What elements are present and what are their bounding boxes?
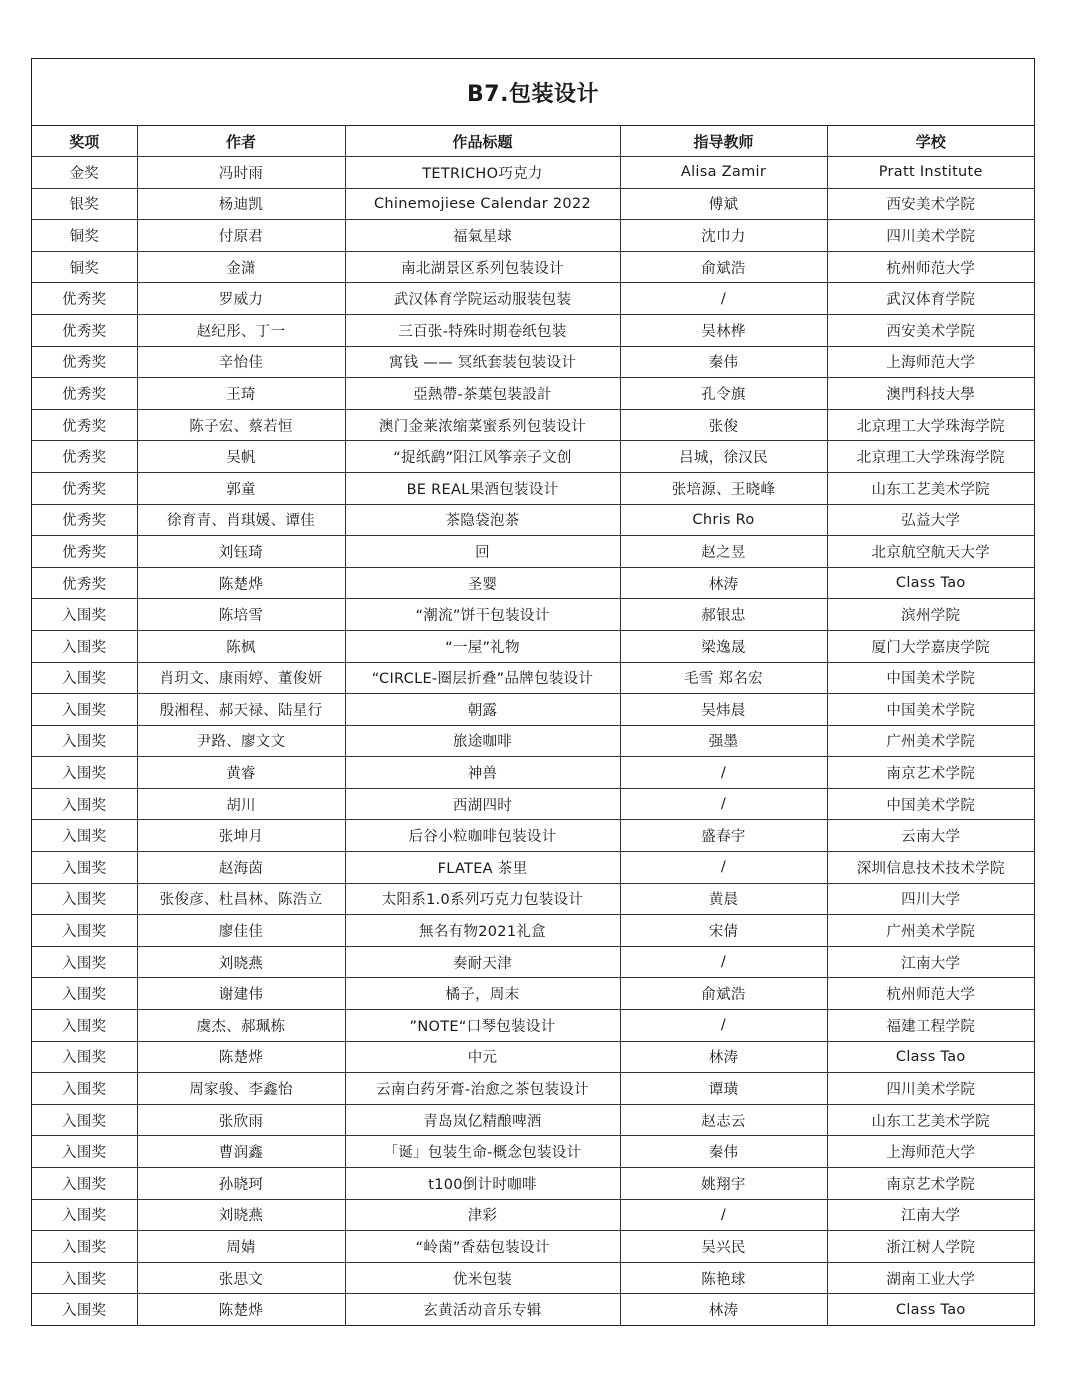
author-cell: 罗威力 [137,283,345,315]
school-cell: 杭州师范大学 [827,978,1034,1010]
work-title-cell: 西湖四时 [345,788,620,820]
table-row [32,220,1034,252]
table-row [32,1136,1034,1168]
award-cell: 入围奖 [32,630,137,662]
work-title-cell: t100倒计时咖啡 [345,1168,620,1200]
work-title-cell: 云南白药牙膏-治愈之茶包装设计 [345,1073,620,1105]
work-title-cell: 奏耐天津 [345,946,620,978]
school-cell: 山东工艺美术学院 [827,472,1034,504]
table-row [32,946,1034,978]
advisor-cell: 张培源、王晓峰 [620,472,827,504]
award-cell: 入围奖 [32,1262,137,1294]
school-cell: 弘益大学 [827,504,1034,536]
award-cell: 优秀奖 [32,378,137,410]
author-cell: 郭童 [137,472,345,504]
advisor-cell: 陈艳球 [620,1262,827,1294]
work-title-cell: 中元 [345,1041,620,1073]
award-cell: 优秀奖 [32,283,137,315]
author-cell: 徐育青、肖琪媛、谭佳 [137,504,345,536]
advisor-cell: 赵之昱 [620,536,827,568]
school-cell: 山东工艺美术学院 [827,1104,1034,1136]
results-table [32,126,1034,1325]
advisor-cell: 吴炜晨 [620,694,827,726]
column-header-work-title: 作品标题 [345,126,620,157]
award-cell: 入围奖 [32,1231,137,1263]
award-cell: 入围奖 [32,820,137,852]
table-row [32,883,1034,915]
work-title-cell: 「诞」包装生命-概念包装设计 [345,1136,620,1168]
award-cell: 入围奖 [32,883,137,915]
work-title-cell: 無名有物2021礼盒 [345,915,620,947]
school-cell: 四川大学 [827,883,1034,915]
work-title-cell: “一屋”礼物 [345,630,620,662]
school-cell: 武汉体育学院 [827,283,1034,315]
advisor-cell: 强墨 [620,725,827,757]
award-cell: 入围奖 [32,915,137,947]
author-cell: 胡川 [137,788,345,820]
school-cell: 福建工程学院 [827,1010,1034,1042]
table-row [32,915,1034,947]
school-cell: 西安美术学院 [827,314,1034,346]
table-row [32,725,1034,757]
page-title: B7.包装设计 [32,59,1034,126]
advisor-cell: 俞斌浩 [620,251,827,283]
table-row [32,599,1034,631]
table-row [32,472,1034,504]
school-cell: 中国美术学院 [827,694,1034,726]
school-cell: 北京理工大学珠海学院 [827,441,1034,473]
work-title-cell: BE REAL果酒包装设计 [345,472,620,504]
work-title-cell: 朝露 [345,694,620,726]
author-cell: 廖佳佳 [137,915,345,947]
work-title-cell: 旅途咖啡 [345,725,620,757]
author-cell: 曹润鑫 [137,1136,345,1168]
award-cell: 优秀奖 [32,504,137,536]
school-cell: 广州美术学院 [827,725,1034,757]
author-cell: 张俊彦、杜昌林、陈浩立 [137,883,345,915]
author-cell: 吴帆 [137,441,345,473]
award-cell: 入围奖 [32,1136,137,1168]
author-cell: 周婧 [137,1231,345,1263]
school-cell: 上海师范大学 [827,346,1034,378]
award-cell: 入围奖 [32,946,137,978]
author-cell: 刘晓燕 [137,946,345,978]
award-cell: 银奖 [32,188,137,220]
school-cell: 中国美术学院 [827,788,1034,820]
header-row [32,126,1034,157]
award-cell: 优秀奖 [32,567,137,599]
award-cell: 入围奖 [32,725,137,757]
advisor-cell: 孔令旗 [620,378,827,410]
award-cell: 入围奖 [32,1199,137,1231]
work-title-cell: 圣婴 [345,567,620,599]
author-cell: 谢建伟 [137,978,345,1010]
work-title-cell: 青岛岚亿精酿啤酒 [345,1104,620,1136]
table-row [32,1168,1034,1200]
table-row [32,788,1034,820]
advisor-cell: 林涛 [620,1294,827,1325]
author-cell: 殷湘程、郝天禄、陆星行 [137,694,345,726]
award-cell: 优秀奖 [32,314,137,346]
table-row [32,662,1034,694]
advisor-cell: 梁逸晟 [620,630,827,662]
school-cell: 浙江树人学院 [827,1231,1034,1263]
award-cell: 优秀奖 [32,346,137,378]
award-cell: 入围奖 [32,1294,137,1325]
advisor-cell: / [620,946,827,978]
author-cell: 付原君 [137,220,345,252]
award-cell: 入围奖 [32,788,137,820]
award-cell: 入围奖 [32,662,137,694]
author-cell: 陈楚烨 [137,1041,345,1073]
author-cell: 陈楚烨 [137,1294,345,1325]
award-cell: 优秀奖 [32,409,137,441]
advisor-cell: 吴兴民 [620,1231,827,1263]
school-cell: 南京艺术学院 [827,757,1034,789]
school-cell: 滨州学院 [827,599,1034,631]
award-cell: 入围奖 [32,694,137,726]
award-cell: 入围奖 [32,1041,137,1073]
work-title-cell: 三百张-特殊时期卷纸包装 [345,314,620,346]
work-title-cell: “岭菌”香菇包装设计 [345,1231,620,1263]
table-row [32,1010,1034,1042]
school-cell: 南京艺术学院 [827,1168,1034,1200]
award-cell: 金奖 [32,157,137,189]
school-cell: Class Tao [827,1041,1034,1073]
table-row [32,504,1034,536]
school-cell: Pratt Institute [827,157,1034,189]
school-cell: 江南大学 [827,946,1034,978]
table-row [32,1199,1034,1231]
award-cell: 入围奖 [32,757,137,789]
author-cell: 刘晓燕 [137,1199,345,1231]
school-cell: 广州美术学院 [827,915,1034,947]
work-title-cell: ”NOTE“口琴包装设计 [345,1010,620,1042]
table-row [32,852,1034,884]
table-row [32,820,1034,852]
work-title-cell: FLATEA 茶里 [345,852,620,884]
author-cell: 尹路、廖文文 [137,725,345,757]
table-row [32,409,1034,441]
advisor-cell: 林涛 [620,567,827,599]
advisor-cell: 谭璜 [620,1073,827,1105]
author-cell: 赵纪彤、丁一 [137,314,345,346]
table-body [32,157,1034,1325]
table-row [32,157,1034,189]
award-cell: 入围奖 [32,1073,137,1105]
work-title-cell: 优米包装 [345,1262,620,1294]
advisor-cell: 吕城，徐汉民 [620,441,827,473]
advisor-cell: 张俊 [620,409,827,441]
school-cell: 江南大学 [827,1199,1034,1231]
column-header-school: 学校 [827,126,1034,157]
table-row [32,1294,1034,1325]
advisor-cell: 沈巾力 [620,220,827,252]
advisor-cell: 俞斌浩 [620,978,827,1010]
award-cell: 铜奖 [32,220,137,252]
school-cell: 上海师范大学 [827,1136,1034,1168]
advisor-cell: / [620,852,827,884]
work-title-cell: “捉纸鹞”阳江风筝亲子文创 [345,441,620,473]
author-cell: 陈子宏、蔡若恒 [137,409,345,441]
table-row [32,1104,1034,1136]
table-row [32,1262,1034,1294]
table-row [32,188,1034,220]
award-cell: 入围奖 [32,1010,137,1042]
author-cell: 陈枫 [137,630,345,662]
author-cell: 刘钰琦 [137,536,345,568]
award-cell: 优秀奖 [32,441,137,473]
advisor-cell: 秦伟 [620,1136,827,1168]
advisor-cell: 盛春宇 [620,820,827,852]
author-cell: 张欣雨 [137,1104,345,1136]
table-row [32,251,1034,283]
table-row [32,978,1034,1010]
author-cell: 陈培雪 [137,599,345,631]
author-cell: 冯时雨 [137,157,345,189]
advisor-cell: 姚翔宇 [620,1168,827,1200]
advisor-cell: Alisa Zamir [620,157,827,189]
school-cell: 深圳信息技术技术学院 [827,852,1034,884]
advisor-cell: 吴林桦 [620,314,827,346]
author-cell: 周家骏、李鑫怡 [137,1073,345,1105]
advisor-cell: 赵志云 [620,1104,827,1136]
work-title-cell: 玄黄活动音乐专辑 [345,1294,620,1325]
table-row [32,1073,1034,1105]
column-header-advisor: 指导教师 [620,126,827,157]
work-title-cell: 后谷小粒咖啡包装设计 [345,820,620,852]
advisor-cell: / [620,1010,827,1042]
award-cell: 入围奖 [32,852,137,884]
advisor-cell: / [620,1199,827,1231]
advisor-cell: 郝银忠 [620,599,827,631]
advisor-cell: 秦伟 [620,346,827,378]
author-cell: 虞杰、郝珮栋 [137,1010,345,1042]
work-title-cell: “潮流”饼干包装设计 [345,599,620,631]
advisor-cell: 宋倩 [620,915,827,947]
work-title-cell: 橘子，周末 [345,978,620,1010]
award-cell: 优秀奖 [32,536,137,568]
advisor-cell: 傅斌 [620,188,827,220]
school-cell: 四川美术学院 [827,1073,1034,1105]
award-cell: 入围奖 [32,978,137,1010]
author-cell: 张思文 [137,1262,345,1294]
table-row [32,536,1034,568]
advisor-cell: 黄晨 [620,883,827,915]
school-cell: Class Tao [827,567,1034,599]
school-cell: 湖南工业大学 [827,1262,1034,1294]
author-cell: 辛怡佳 [137,346,345,378]
table-row [32,378,1034,410]
work-title-cell: 神兽 [345,757,620,789]
school-cell: 厦门大学嘉庚学院 [827,630,1034,662]
school-cell: 云南大学 [827,820,1034,852]
school-cell: 西安美术学院 [827,188,1034,220]
award-cell: 铜奖 [32,251,137,283]
school-cell: 澳門科技大學 [827,378,1034,410]
results-sheet [31,58,1035,1326]
work-title-cell: 南北湖景区系列包装设计 [345,251,620,283]
table-row [32,567,1034,599]
award-cell: 优秀奖 [32,472,137,504]
author-cell: 金潇 [137,251,345,283]
author-cell: 杨迪凯 [137,188,345,220]
work-title-cell: “CIRCLE-圈层折叠”品牌包装设计 [345,662,620,694]
advisor-cell: / [620,757,827,789]
school-cell: 北京理工大学珠海学院 [827,409,1034,441]
author-cell: 赵海茵 [137,852,345,884]
work-title-cell: 亞熱帶-茶葉包裝設計 [345,378,620,410]
work-title-cell: 武汉体育学院运动服装包装 [345,283,620,315]
author-cell: 孙晓珂 [137,1168,345,1200]
school-cell: 北京航空航天大学 [827,536,1034,568]
column-header-author: 作者 [137,126,345,157]
table-row [32,1231,1034,1263]
work-title-cell: 福氣星球 [345,220,620,252]
school-cell: 中国美术学院 [827,662,1034,694]
advisor-cell: / [620,283,827,315]
work-title-cell: TETRICHO巧克力 [345,157,620,189]
table-row [32,314,1034,346]
table-row [32,441,1034,473]
advisor-cell: / [620,788,827,820]
table-row [32,694,1034,726]
author-cell: 黄睿 [137,757,345,789]
author-cell: 王琦 [137,378,345,410]
award-cell: 入围奖 [32,599,137,631]
award-cell: 入围奖 [32,1168,137,1200]
work-title-cell: 津彩 [345,1199,620,1231]
school-cell: Class Tao [895,1301,966,1318]
work-title-cell: 太阳系1.0系列巧克力包装设计 [345,883,620,915]
work-title-cell: 回 [345,536,620,568]
column-header-award: 奖项 [32,126,137,157]
table-row [32,346,1034,378]
advisor-cell: 毛雪 郑名宏 [620,662,827,694]
advisor-cell: 林涛 [620,1041,827,1073]
author-cell: 张坤月 [137,820,345,852]
table-row [32,630,1034,662]
work-title-cell: 茶隐袋泡茶 [345,504,620,536]
table-row [32,283,1034,315]
table-row [32,757,1034,789]
work-title-cell: 澳门金莱浓缩菜蜜系列包装设计 [345,409,620,441]
author-cell: 肖玥文、康雨婷、董俊妍 [137,662,345,694]
work-title-cell: Chinemojiese Calendar 2022 [345,188,620,220]
author-cell: 陈楚烨 [137,567,345,599]
advisor-cell: Chris Ro [620,504,827,536]
school-cell: 四川美术学院 [827,220,1034,252]
work-title-cell: 寓钱 —— 冥纸套装包装设计 [345,346,620,378]
school-cell: 杭州师范大学 [827,251,1034,283]
table-row [32,1041,1034,1073]
award-cell: 入围奖 [32,1104,137,1136]
